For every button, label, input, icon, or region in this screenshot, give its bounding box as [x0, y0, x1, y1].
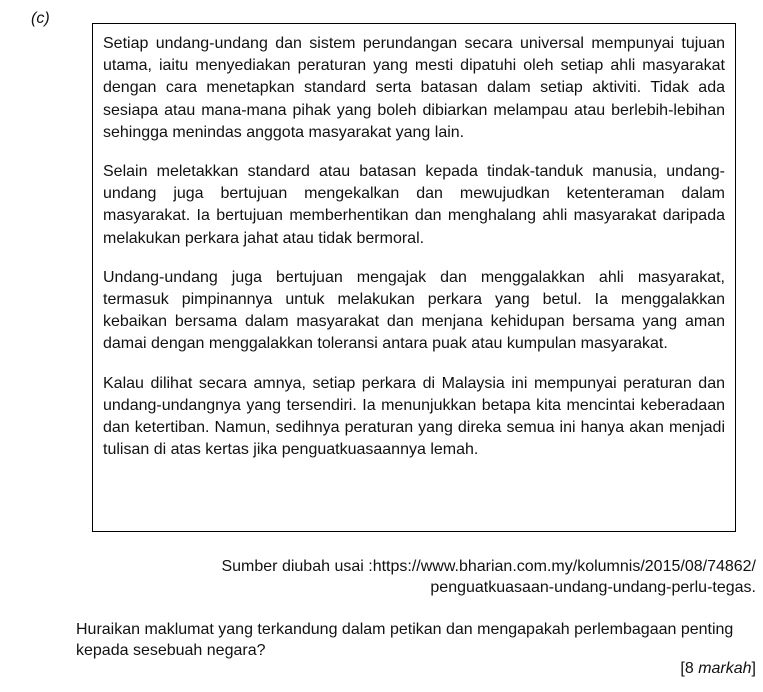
passage-box — [92, 23, 736, 532]
marks-allocation — [680, 658, 756, 679]
passage-paragraph-4: Kalau dilihat secara amnya, setiap perkara di Malaysia ini mempunyai peraturan dan undang-undangnya yang tersendiri. Ia menunjukkan betapa kita mencintai keberadaan dan ketertiban. Namun, sedihnya peraturan yang direka semua ini hanya akan menjadi tulisan di atas kertas jika penguatkuasaannya lemah. — [103, 374, 725, 459]
marks-open: [8 — [680, 660, 699, 677]
source-line-2: penguatkuasaan-undang-undang-perlu-tegas. — [430, 579, 756, 596]
question-text: Huraikan maklumat yang terkandung dalam petikan dan mengapakah perlembagaan penting kepada sesebuah negara? — [76, 621, 734, 659]
passage-paragraph-3: Undang-undang juga bertujuan mengajak dan menggalakkan ahli masyarakat, termasuk pimpinannya untuk melakukan perkara yang betul. Ia menggalakkan kebaikan bersama dalam masyarakat dan menjana kehidupan bersama yang aman damai dengan menggalakkan toleransi antara puak atau kumpulan masyarakat. — [103, 268, 725, 353]
section-label: (c) — [31, 10, 50, 27]
source-line-1: Sumber diubah usai :https://www.bharian.com.my/kolumnis/2015/08/74862/ — [221, 558, 756, 575]
marks-word: markah — [698, 660, 752, 677]
passage-paragraph-1: Setiap undang-undang dan sistem perundangan secara universal mempunyai tujuan utama, iaitu menyediakan peraturan yang mesti dipatuhi oleh setiap ahli masyarakat dengan cara menetapkan standard serta batasan dalam setiap aktiviti. Tidak ada sesiapa atau mana-mana pihak yang boleh dibiarkan melampau atau berlebih-lebihan sehingga menindas anggota masyarakat yang lain. — [103, 35, 725, 141]
passage-paragraph-2: Selain meletakkan standard atau batasan kepada tindak-tanduk manusia, undang-undang juga bertujuan mengekalkan dan mewujudkan ketenteraman dalam masyarakat. Ia bertujuan memberhentikan dan menghalang ahli masyarakat daripada melakukan perkara jahat atau tidak bermoral. — [103, 163, 725, 247]
source-citation — [221, 556, 756, 598]
marks-close: ] — [751, 660, 756, 677]
